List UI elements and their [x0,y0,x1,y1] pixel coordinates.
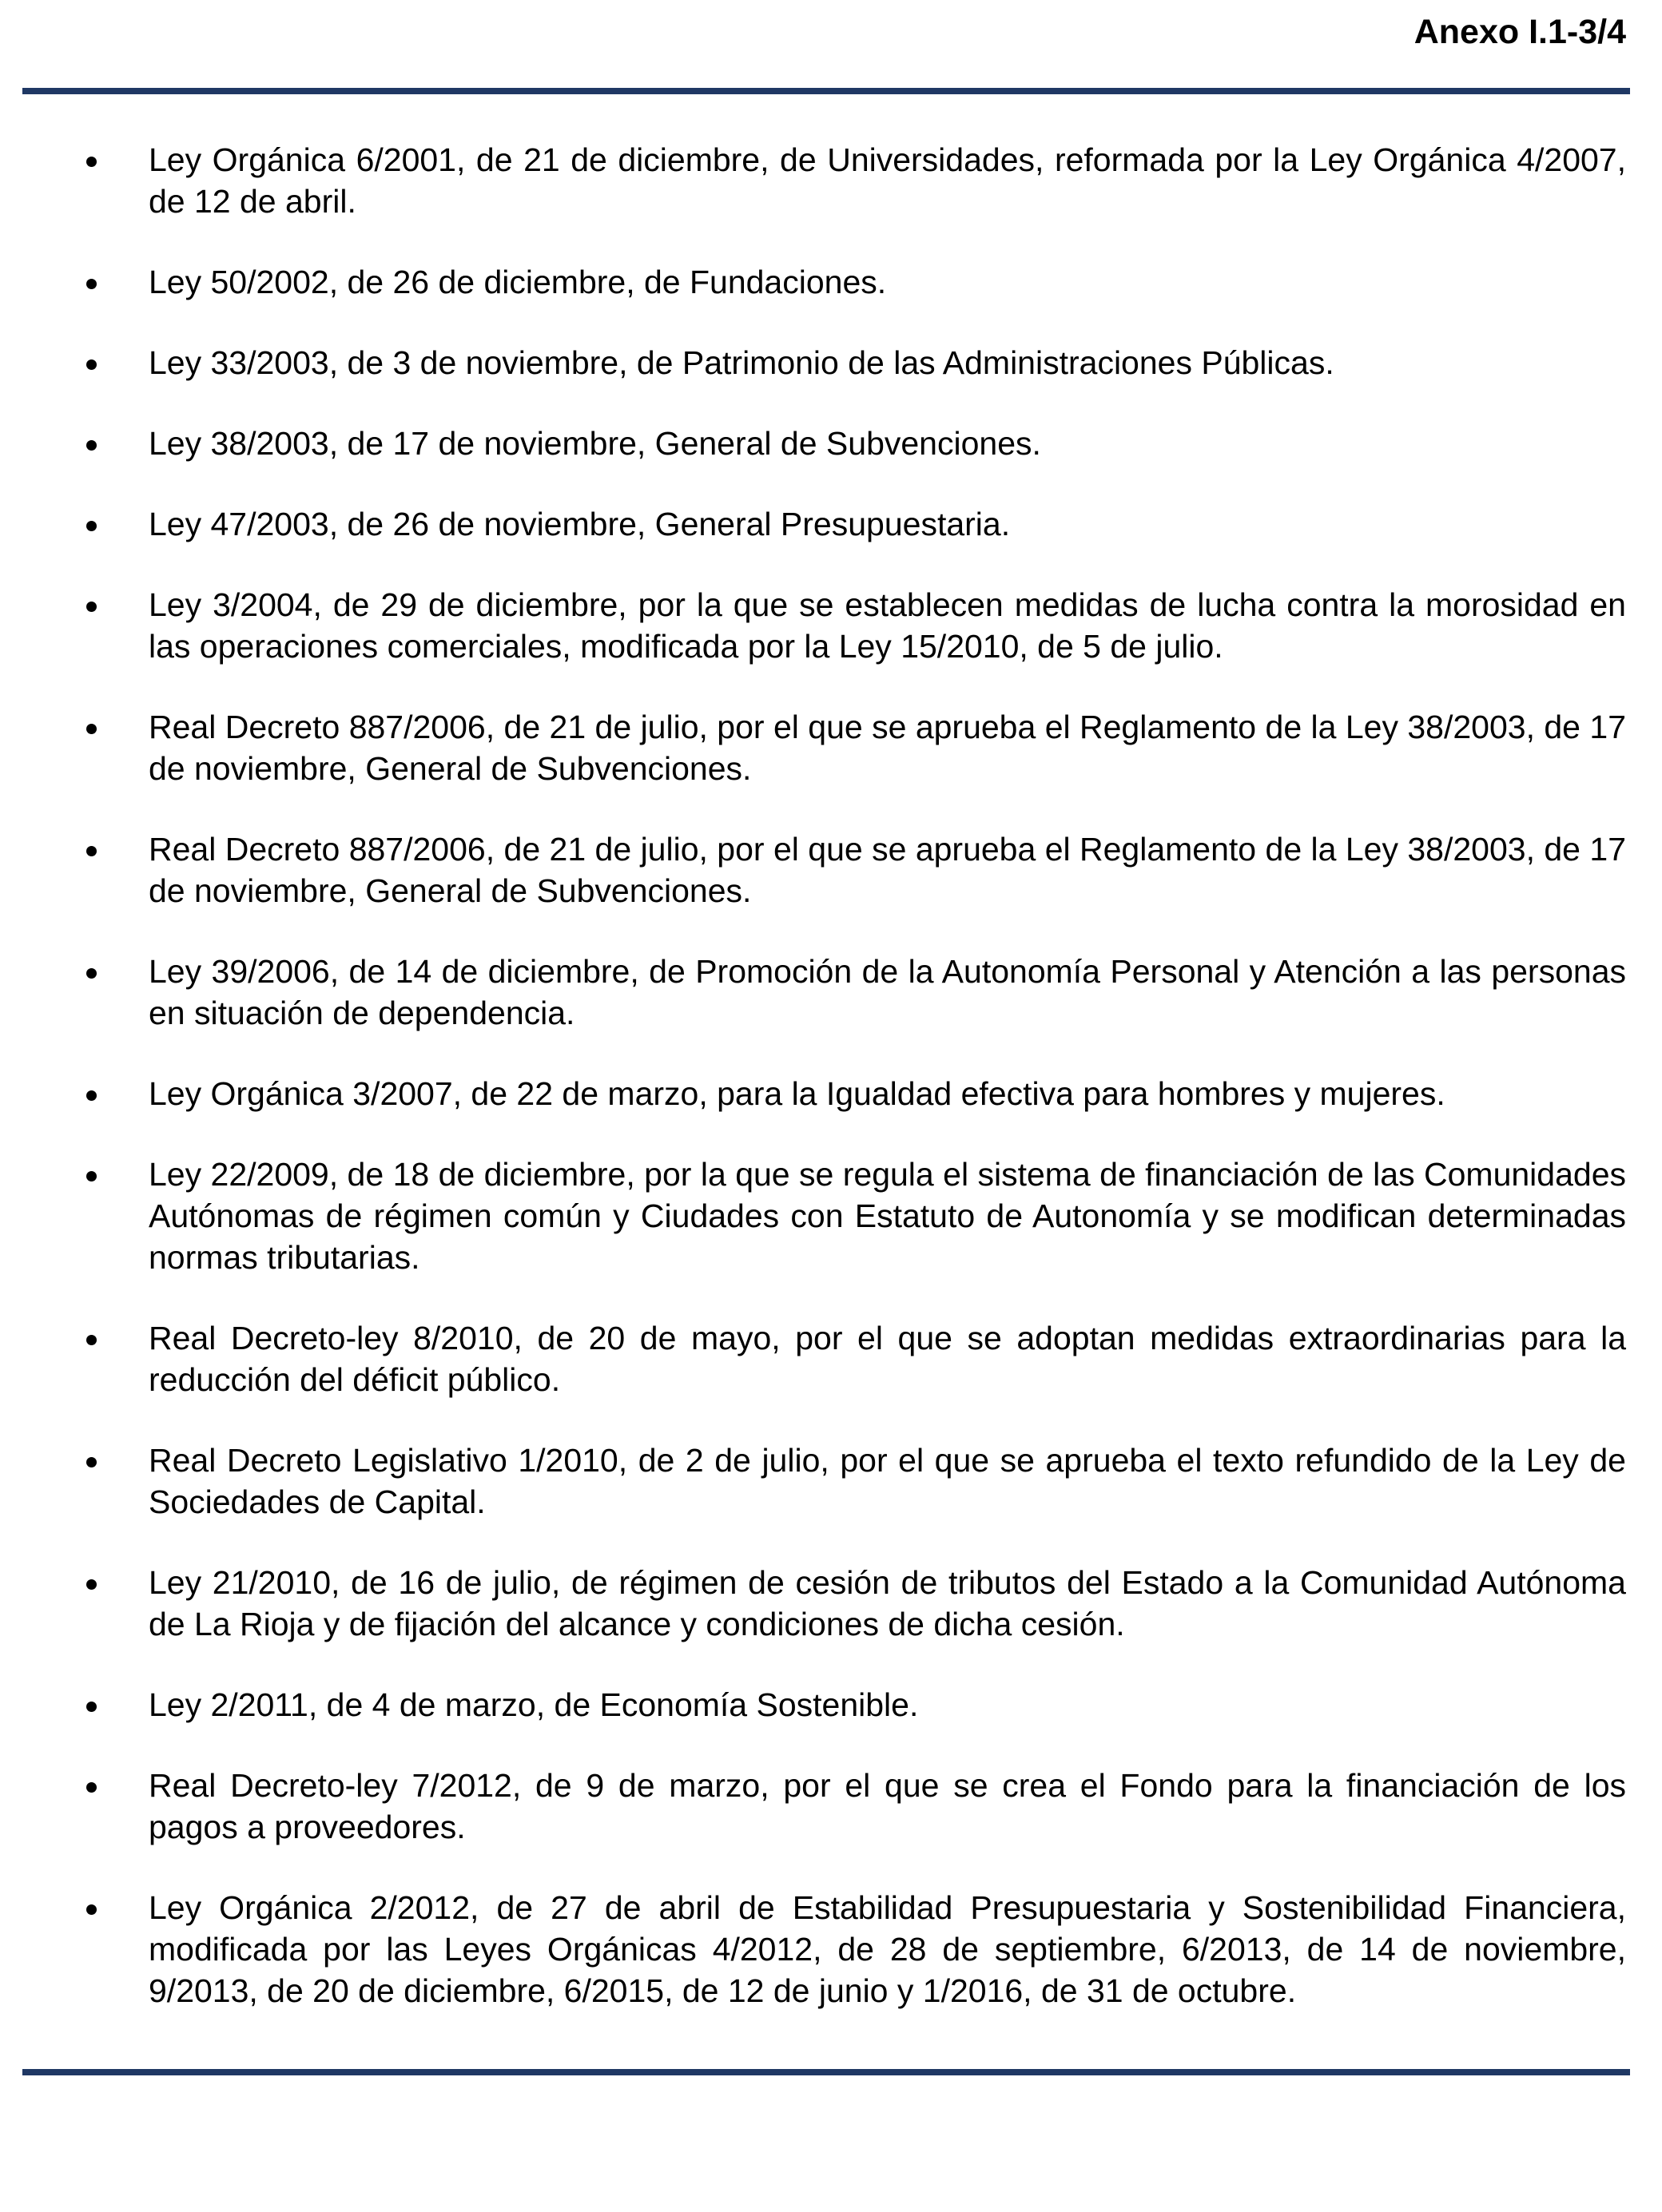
law-text: Ley 21/2010, de 16 de julio, de régimen de cesión de tributos del Estado a la Comunidad Autónoma de La Rioja y de fijación del alcance y condiciones de dicha cesión. [149,1564,1626,1642]
bullet-icon [86,968,97,979]
law-text: Real Decreto 887/2006, de 21 de julio, por el que se aprueba el Reglamento de la Ley 38/2003, de 17 de noviembre, General de Subvenciones. [149,709,1626,787]
footer-divider [22,2069,1630,2075]
list-item [0,342,1662,383]
law-text: Ley 39/2006, de 14 de diciembre, de Promoción de la Autonomía Personal y Atención a las personas en situación de dependencia. [149,953,1626,1031]
bullet-icon [86,846,97,856]
law-text: Ley 2/2011, de 4 de marzo, de Economía Sostenible. [149,1686,919,1723]
list-item [0,1684,1662,1726]
list-item [0,1562,1662,1645]
bullet-icon [86,1090,97,1101]
law-text: Ley 47/2003, de 26 de noviembre, General Presupuestaria. [149,506,1011,542]
law-text: Real Decreto 887/2006, de 21 de julio, por el que se aprueba el Reglamento de la Ley 38/2003, de 17 de noviembre, General de Subvenciones. [149,831,1626,909]
bullet-icon [86,359,97,370]
law-text: Ley Orgánica 6/2001, de 21 de diciembre, de Universidades, reformada por la Ley Orgánica 4/2007, de 12 de abril. [149,141,1626,220]
list-item [0,1317,1662,1400]
bullet-icon [86,602,97,612]
header-divider [22,88,1630,94]
bullet-icon [86,440,97,451]
bullet-icon [86,1702,97,1712]
bullet-icon [86,724,97,734]
list-item [0,423,1662,464]
annex-label: Anexo I.1-3/4 [1413,13,1626,51]
law-text: Ley 50/2002, de 26 de diciembre, de Fundaciones. [149,264,887,300]
list-item [0,584,1662,667]
list-item [0,951,1662,1034]
bullet-icon [86,1171,97,1181]
law-text: Ley Orgánica 3/2007, de 22 de marzo, para la Igualdad efectiva para hombres y mujeres. [149,1075,1445,1112]
list-item [0,139,1662,222]
bullet-icon [86,279,97,289]
law-text: Ley Orgánica 2/2012, de 27 de abril de Estabilidad Presupuestaria y Sostenibilidad Financiera, modificada por las Leyes Orgánicas 4/2012, de 28 de septiembre, 6/2013, de 14 de noviembre, 9/2013, de 20 de diciembre, 6/2015, de 12 de junio y 1/2016, de 31 de octubre. [149,1889,1626,2009]
law-text: Real Decreto-ley 8/2010, de 20 de mayo, por el que se adoptan medidas extraordinarias para la reducción del déficit público. [149,1320,1626,1398]
law-text: Real Decreto-ley 7/2012, de 9 de marzo, por el que se crea el Fondo para la financiación de los pagos a proveedores. [149,1767,1626,1845]
list-item [0,1073,1662,1114]
list-item [0,1765,1662,1848]
bullet-icon [86,1335,97,1345]
law-list [0,139,1662,2051]
law-text: Ley 38/2003, de 17 de noviembre, General de Subvenciones. [149,425,1041,462]
bullet-icon [86,1904,97,1915]
list-item [0,1440,1662,1523]
list-item [0,1154,1662,1278]
list-item [0,828,1662,911]
list-item [0,261,1662,303]
list-item [0,706,1662,789]
list-item [0,1887,1662,2011]
list-item [0,503,1662,545]
law-text: Ley 3/2004, de 29 de diciembre, por la que se establecen medidas de lucha contra la morosidad en las operaciones comerciales, modificada por la Ley 15/2010, de 5 de julio. [149,586,1626,665]
bullet-icon [86,521,97,531]
law-text: Real Decreto Legislativo 1/2010, de 2 de julio, por el que se aprueba el texto refundido de la Ley de Sociedades de Capital. [149,1442,1626,1520]
bullet-icon [86,1579,97,1590]
bullet-icon [86,1457,97,1467]
law-text: Ley 22/2009, de 18 de diciembre, por la que se regula el sistema de financiación de las Comunidades Autónomas de régimen común y Ciudades con Estatuto de Autonomía y se modifican determinadas normas tributarias. [149,1156,1626,1276]
law-text: Ley 33/2003, de 3 de noviembre, de Patrimonio de las Administraciones Públicas. [149,344,1334,381]
bullet-icon [86,1782,97,1793]
bullet-icon [86,157,97,167]
